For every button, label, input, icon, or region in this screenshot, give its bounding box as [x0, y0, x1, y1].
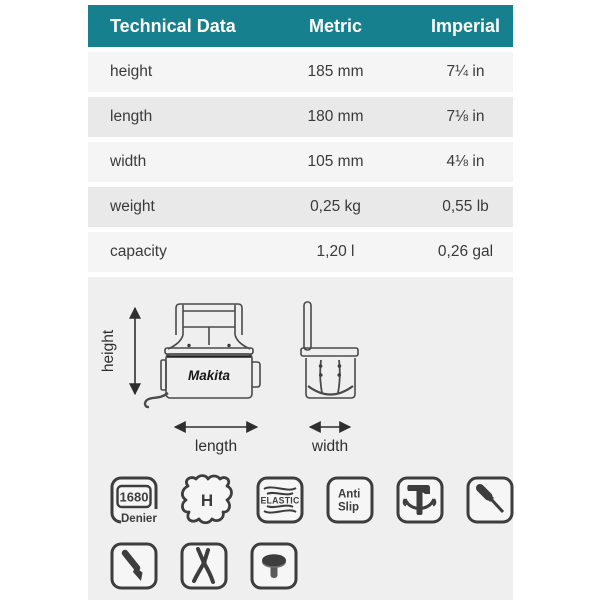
row-imperial-value: 7¼ in [446, 63, 485, 80]
table-row [88, 97, 513, 137]
diagram-panel [88, 277, 513, 600]
row-metric-value: 0,25 kg [310, 198, 361, 215]
row-metric-value: 180 mm [307, 108, 364, 125]
table-header [88, 5, 513, 47]
width-dimension-label: width [311, 438, 349, 455]
table-row [88, 232, 513, 272]
row-metric-value: 185 mm [307, 63, 364, 80]
height-dimension-label: height [100, 329, 117, 373]
row-imperial-value: 7⅛ in [446, 108, 485, 125]
anti-slip-icon [325, 475, 375, 525]
pen-icon [109, 541, 159, 591]
row-label: height [110, 63, 153, 80]
pouch-front-view [145, 304, 260, 407]
row-label: width [110, 153, 147, 170]
header-metric: Metric [308, 15, 362, 36]
anti-slip-label-line2: Slip [338, 501, 360, 514]
length-dimension-label: length [194, 438, 238, 455]
denier-value-label: 1680 [119, 489, 149, 505]
elastic-label: ELASTIC [260, 495, 300, 506]
header-imperial: Imperial [430, 15, 501, 36]
row-label: weight [110, 198, 155, 215]
row-label: capacity [110, 243, 167, 260]
row-imperial-value: 0,55 lb [442, 198, 489, 215]
anti-slip-label-line1: Anti [338, 488, 361, 501]
row-metric-value: 1,20 l [316, 243, 355, 260]
feature-icons-row-1 [109, 473, 515, 527]
row-metric-value: 105 mm [307, 153, 364, 170]
denier-unit-label: Denier [121, 513, 157, 525]
denier-1680-icon [109, 475, 159, 525]
table-row [88, 142, 513, 182]
leather-icon [179, 473, 235, 527]
dimension-diagram [88, 277, 513, 467]
row-imperial-value: 4⅛ in [446, 153, 485, 170]
header-technical-data: Technical Data [110, 15, 236, 36]
feature-icons-row-2 [109, 541, 299, 591]
table-row [88, 187, 513, 227]
row-imperial-value: 0,26 gal [437, 243, 494, 260]
pliers-icon [179, 541, 229, 591]
row-label: length [110, 108, 153, 125]
spec-table [88, 5, 513, 277]
table-row [88, 52, 513, 92]
pouch-side-view [301, 302, 358, 398]
screwdriver-icon [465, 475, 515, 525]
rivet-icon [249, 541, 299, 591]
elastic-icon [255, 475, 305, 525]
hammer-holder-icon [395, 475, 445, 525]
brand-logo: Makita [187, 368, 231, 383]
leather-letter-label: H [200, 491, 214, 510]
